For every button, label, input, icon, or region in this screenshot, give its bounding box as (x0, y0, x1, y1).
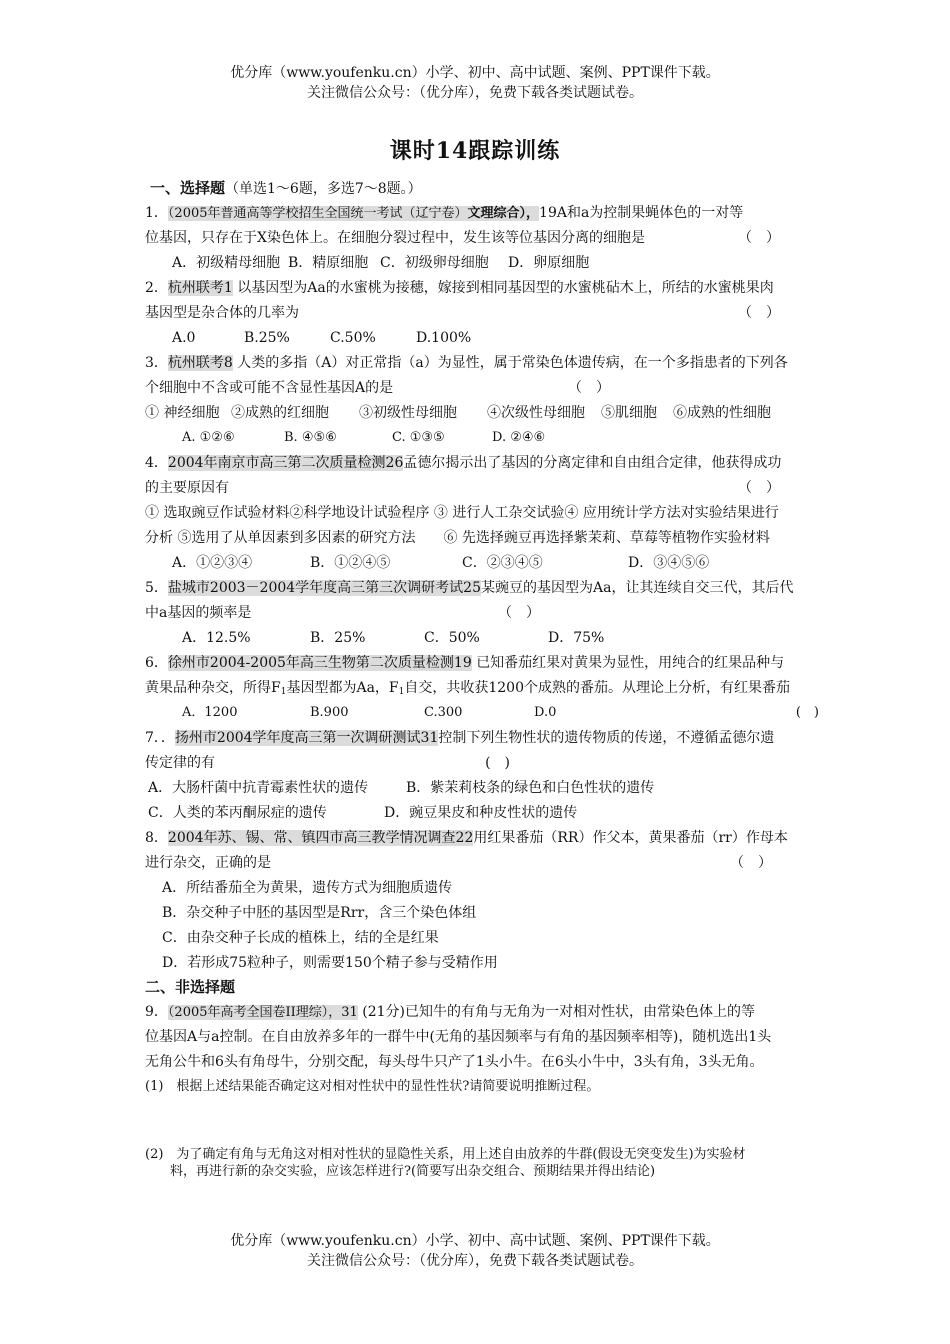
q3-answer-bracket: （ ） (568, 380, 610, 396)
q3-text-2: 个细胞中不含或可能不含显性基因A的是 (145, 380, 394, 396)
q5-source: 盐城市2003－2004学年度高三第三次调研考试25 (167, 580, 481, 596)
q7-text-2: 传定律的有 (145, 755, 215, 771)
q6-text-2c: 自交，共收获1200个成熟的番茄。从理论上分析，有红果番茄 (404, 680, 790, 696)
q2-option-a: A.0 (172, 330, 196, 346)
q8-line-1 (145, 829, 810, 847)
q7-answer-bracket: ( ) (485, 755, 510, 771)
q7-source: 扬州市2004学年度高三第一次调研测试31 (174, 730, 439, 746)
q6-source: 徐州市2004-2005年高三生物第二次质量检测19 (167, 655, 472, 671)
q5-text: 某豌豆的基因型为Aa，让其连续自交三代，其后代 (481, 580, 794, 596)
q9-number: 9． (145, 1004, 168, 1020)
q5-option-d: D．75% (548, 630, 605, 646)
q4-option-d: D．③④⑤⑥ (628, 555, 710, 571)
q6-line-1 (145, 654, 810, 672)
q5-option-a: A．12.5% (182, 630, 251, 646)
section-1-label: 一、选择题 (150, 179, 226, 197)
q1-line-2 (145, 229, 810, 247)
q4-option-c: C．②③④⑤ (462, 555, 543, 571)
q8-text: 用红果番茄（RR）作父本，黄果番茄（rr）作母本 (473, 830, 788, 846)
q1-answer-bracket: （ ） (738, 230, 780, 246)
q1-option-d: D．卵原细胞 (508, 255, 590, 271)
header-line-2: 关注微信公众号：（优分库），免费下载各类试题试卷。 (307, 85, 643, 101)
q3-option-d: D. ②④⑥ (492, 430, 546, 445)
q6-line-2 (145, 679, 810, 701)
q6-text-2a: 黄果品种杂交，所得F (145, 680, 281, 696)
q7-option-b: B．紫茉莉枝条的绿色和白色性状的遗传 (406, 780, 655, 796)
section-1-note: （单选1～6题，多选7～8题。） (225, 181, 422, 197)
q3-text: 人类的多指（A）对正常指（a）为显性，属于常染色体遗传病，在一个多指患者的下列各 (237, 355, 788, 371)
q4-option-b: B．①②④⑤ (310, 555, 391, 571)
q4-line-3: ① 选取豌豆作试验材料②科学地设计试验程序 ③ 进行人工杂交试验④ 应用统计学方法对实验结果进行 (145, 505, 779, 521)
q3-option-b: B. ④⑤⑥ (284, 430, 337, 445)
footer-line-2: 关注微信公众号：（优分库），免费下载各类试题试卷。 (307, 1253, 643, 1269)
q3-item-5: ⑤肌细胞 (601, 405, 657, 421)
q9-part-2-line-2: 料，再进行新的杂交实验，应该怎样进行?(简要写出杂交组合、预期结果并得出结论) (170, 1164, 656, 1179)
q6-number: 6． (145, 655, 168, 671)
q4-line-4: 分析 ⑤选用了从单因素到多因素的研究方法 ⑥ 先选择豌豆再选择紫茉莉、草莓等植物作实验材料 (145, 530, 770, 546)
q1-number: 1． (145, 205, 168, 221)
q2-line-1 (145, 279, 810, 297)
q5-option-c: C．50% (424, 630, 480, 646)
q7-options-row-2 (148, 804, 813, 822)
q5-answer-bracket: （ ） (498, 605, 540, 621)
q2-options (172, 329, 837, 347)
q2-line-2 (145, 304, 810, 322)
q1-options (172, 254, 837, 272)
q8-source: 2004年苏、锡、常、镇四市高三教学情况调查22 (167, 830, 474, 846)
q3-item-1: ① 神经细胞 (145, 405, 220, 421)
q2-option-c: C.50% (330, 330, 376, 346)
q1-option-a: A．初级精母细胞 (172, 255, 281, 271)
q5-number: 5． (145, 580, 168, 596)
q7-option-c: C．人类的苯丙酮尿症的遗传 (148, 805, 327, 821)
q3-options (182, 429, 847, 447)
q5-line-1 (145, 579, 810, 597)
q2-option-d: D.100% (416, 330, 472, 346)
q6-option-b: B.900 (310, 705, 349, 720)
q9-part-1: (1) 根据上述结果能否确定这对相对性状中的显性性状?请简要说明推断过程。 (145, 1079, 600, 1094)
q2-option-b: B.25% (244, 330, 290, 346)
q6-subscript-2: 1 (398, 687, 405, 697)
q1-line-1 (145, 204, 810, 223)
footer-line-1: 优分库（www.youfenku.cn）小学、初中、高中试题、案例、PPT课件下载。 (230, 1233, 720, 1249)
q9-part-2-line-1: (2) 为了确定有角与无角这对相对性状的显隐性关系，用上述自由放养的牛群(假设无突变发生)为实验材 (145, 1147, 746, 1162)
q8-option-a: A．所结番茄全为黄果，遗传方式为细胞质遗传 (162, 880, 453, 896)
q1-text: 19A和a为控制果蝇体色的一对等 (539, 205, 744, 221)
q7-line-2 (145, 754, 810, 772)
q9-text: (21分)已知牛的有角与无角为一对相对性状，由常染色体上的等 (362, 1004, 756, 1020)
q7-line-1 (145, 729, 810, 747)
q4-answer-bracket: （ ） (738, 480, 780, 496)
q7-options-row-1 (148, 779, 813, 797)
q7-option-a: A．大肠杆菌中抗青霉素性状的遗传 (148, 780, 369, 796)
q8-text-2: 进行杂交，正确的是 (145, 855, 271, 871)
q6-text: 已知番茄红果对黄果为显性，用纯合的红果品种与 (476, 655, 785, 671)
q2-answer-bracket: （ ） (738, 305, 780, 321)
section-1-heading (150, 179, 815, 198)
q4-options (172, 554, 837, 572)
q5-line-2 (145, 604, 810, 622)
q3-item-3: ③初级性母细胞 (359, 405, 457, 421)
q3-items (145, 404, 810, 422)
q4-source: 2004年南京市高三第二次质量检测26 (167, 455, 404, 471)
q1-source-bold: 文理综合）， (467, 206, 540, 221)
q4-number: 4． (145, 455, 168, 471)
q4-line-2 (145, 479, 810, 497)
q6-answer-bracket: ( ) (795, 705, 819, 720)
q9-line-1 (145, 1003, 810, 1022)
q7-text: 控制下列生物性状的遗传物质的传递，不遵循孟德尔遗 (438, 730, 775, 746)
q2-text: 以基因型为Aa的水蜜桃为接穗，嫁接到相同基因型的水蜜桃砧木上，所结的水蜜桃果肉 (237, 280, 774, 296)
q8-option-c: C．由杂交种子长成的植株上，结的全是红果 (162, 930, 439, 946)
q8-answer-bracket: （ ） (730, 855, 772, 871)
q4-text-2: 的主要原因有 (145, 480, 229, 496)
q5-option-b: B．25% (310, 630, 366, 646)
q3-item-4: ④次级性母细胞 (487, 405, 585, 421)
q6-option-c: C.300 (424, 705, 463, 720)
q3-line-2 (145, 379, 810, 397)
q3-option-c: C. ①③⑤ (392, 430, 445, 445)
q1-option-c: C．初级卵母细胞 (380, 255, 489, 271)
q2-text-2: 基因型是杂合体的几率为 (145, 305, 299, 321)
q7-option-d: D．豌豆果皮和种皮性状的遗传 (384, 805, 578, 821)
q9-line-3: 无角公牛和6头有角母牛，分别交配，每头母牛只产了1头小牛。在6头小牛中，3头有角，3头无角。 (145, 1054, 764, 1070)
section-2-heading: 二、非选择题 (145, 978, 236, 996)
page-title: 课时14跟踪训练 (389, 138, 561, 164)
q8-option-b: B．杂交种子中胚的基因型是Rrr，含三个染色体组 (162, 905, 477, 921)
q5-text-2: 中a基因的频率是 (145, 605, 252, 621)
q6-option-a: A．1200 (182, 705, 238, 720)
header-line-1: 优分库（www.youfenku.cn）小学、初中、高中试题、案例、PPT课件下载。 (230, 65, 720, 81)
q1-text-2: 位基因，只存在于X染色体上。在细胞分裂过程中，发生该等位基因分离的细胞是 (145, 230, 645, 246)
q4-line-1 (145, 454, 810, 472)
q4-text: 孟德尔揭示出了基因的分离定律和自由组合定律，他获得成功 (403, 455, 782, 471)
q4-option-a: A．①②③④ (172, 555, 253, 571)
q6-options (182, 704, 847, 722)
q3-line-1 (145, 354, 810, 372)
q2-source: 杭州联考1 (167, 280, 233, 296)
q9-source: （2005年高考全国卷II理综），31 (167, 1005, 358, 1020)
q3-item-2: ②成熟的红细胞 (231, 405, 329, 421)
q8-number: 8． (145, 830, 168, 846)
q8-option-d: D．若形成75粒种子，则需要150个精子参与受精作用 (162, 955, 498, 971)
q6-option-d: D.0 (534, 705, 557, 720)
q6-subscript-1: 1 (280, 687, 287, 697)
q5-options (182, 629, 847, 647)
q1-source: （2005年普通高等学校招生全国统一考试（辽宁卷） (167, 206, 468, 221)
q3-number: 3． (145, 355, 168, 371)
q3-item-6: ⑥成熟的性细胞 (673, 405, 771, 421)
q8-line-2 (145, 854, 810, 872)
q3-option-a: A. ①②⑥ (182, 430, 235, 445)
q7-number: 7．． (145, 730, 175, 746)
q1-option-b: B．精原细胞 (288, 255, 369, 271)
q6-text-2b: 基因型都为Aa，F (286, 680, 399, 696)
q2-number: 2． (145, 280, 168, 296)
q3-source: 杭州联考8 (167, 355, 233, 371)
q9-line-2: 位基因A与a控制。在自由放养多年的一群牛中(无角的基因频率与有角的基因频率相等)，随机选出1头 (145, 1029, 772, 1045)
